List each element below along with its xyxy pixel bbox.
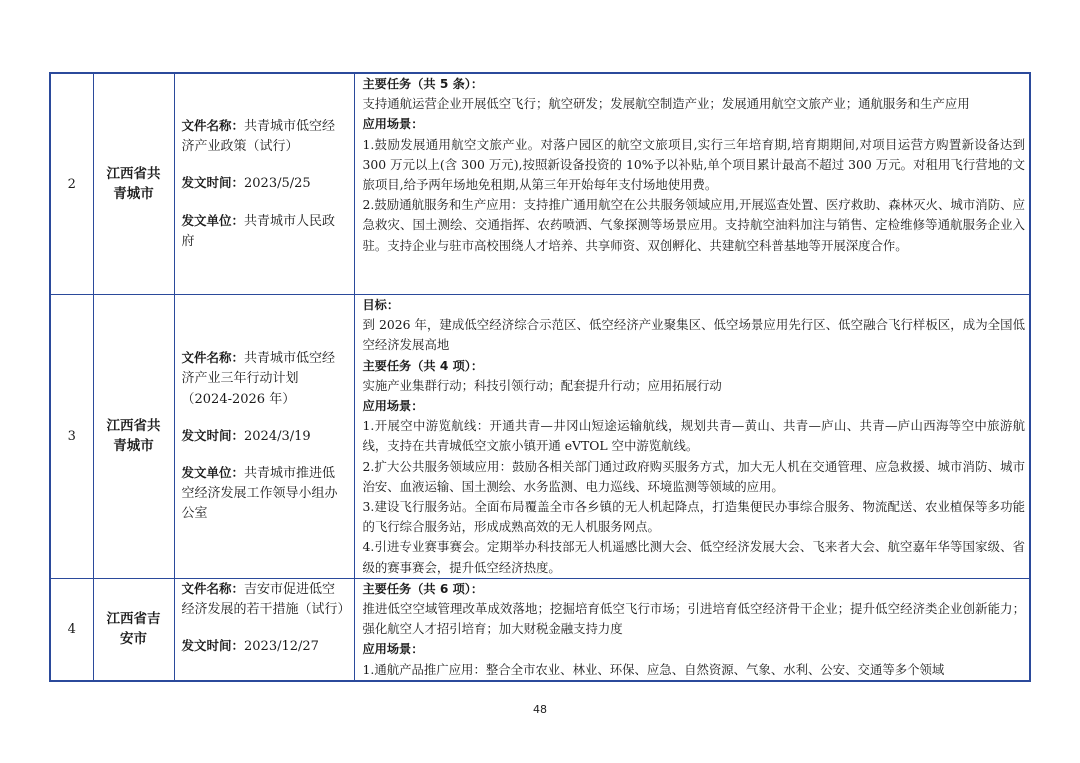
province-line: 江西省共 (106, 166, 161, 182)
row-number: 3 (50, 295, 93, 579)
issuer-value: 共青城市人民政府 (181, 213, 336, 249)
file-name (182, 348, 348, 410)
date-value: 2023/5/25 (244, 176, 311, 192)
section-heading: 主要任务（共 5 条）： (362, 77, 484, 91)
section-heading: 主要任务（共 4 项）： (362, 358, 484, 373)
issuer-key: 发文单位： (181, 465, 245, 481)
section-heading: 应用场景： (362, 642, 424, 657)
issuer-key: 发文单位： (181, 212, 245, 228)
province-line: 青城市 (113, 438, 154, 455)
file-name (181, 579, 351, 620)
section-text: 2.扩大公共服务领域应用：鼓励各相关部门通过政府购买服务方式，加大无人机在交通管理、应急救援、城市消防、城市治安、血液运输、国土测绘、水务监测、电力巡线、环境监测等领域的应用。 (362, 458, 1025, 494)
province-line: 安市 (120, 631, 147, 648)
file-name-key: 文件名称： (181, 117, 245, 133)
section-text: 实施产业集群行动；科技引领行动；配套提升行动；应用拓展行动 (362, 377, 722, 393)
file-info-cell (174, 578, 354, 681)
section-text: 推进低空空域管理改革成效落地；挖掘培育低空飞行市场；引进培育低空经济骨干企业；提升低空经济类企业创新能力；强化航空人才招引培育；加大财税金融支持力度 (362, 601, 1025, 637)
file-name-value: 共青城市低空经济产业政策（试行） (181, 118, 336, 155)
section-text: 3.建设飞行服务站。全面布局覆盖全市各乡镇的无人机起降点，打造集便民办事综合服务、物流配送、农业植保等多功能的飞行综合服务站，形成成熟高效的无人机服务网点。 (362, 499, 1025, 535)
date-value: 2024/3/19 (244, 428, 311, 444)
page-number: 48 (533, 703, 547, 716)
file-name (182, 116, 348, 157)
date-key: 发文时间： (181, 427, 245, 443)
issue-date (182, 173, 348, 194)
section-heading: 应用场景： (362, 399, 424, 414)
province-line: 青城市 (113, 186, 154, 202)
section-text: 2.鼓励通航服务和生产应用：支持推广通用航空在公共服务领域应用,开展巡查处置、医疗救助、森林灭火、城市消防、应急救灾、国土测绘、交通指挥、农药喷洒、气象探测等场景应用。支持航空油料加注与销售、定检维修等通航服务企业入驻。支持企业与驻市高校围绕人才培养、共享师资、双创孵化、共建航空科普基地等开展深度合作。 (362, 197, 1025, 253)
issue-date (182, 426, 348, 447)
table-row (50, 295, 1030, 579)
file-info-cell (174, 73, 354, 295)
section-text: 1.通航产品推广应用：整合全市农业、林业、环保、应急、自然资源、气象、水利、公安、交通等多个领域 (362, 661, 945, 677)
section-text: 1.鼓励发展通用航空文旅产业。对落户园区的航空文旅项目,实行三年培育期,培育期期间,对项目运营方购置新设备达到 300 万元以上(含 300 万元),按照新设备投资的 10%予以补贴,单个项目累计最高不超过 300 万元。对租用飞行营地的文旅项目,给予两年场地免租期,从第三年开始每年支付场地使用费。 (362, 136, 1025, 193)
policy-table (49, 72, 1031, 682)
section-text: 到 2026 年，建成低空经济综合示范区、低空经济产业聚集区、低空场景应用先行区、低空融合飞行样板区，成为全国低空经济发展高地 (362, 317, 1025, 353)
issue-date (182, 636, 348, 657)
section-heading: 主要任务（共 6 项）： (362, 581, 484, 596)
content-cell (354, 295, 1030, 579)
date-key: 发文时间： (181, 638, 245, 654)
province-cell (93, 295, 174, 579)
date-value: 2023/12/27 (244, 639, 319, 655)
row-number: 2 (50, 73, 93, 295)
section-text: 4.引进专业赛事赛会。定期举办科技部无人机遥感比测大会、低空经济发展大会、飞来者大会、航空嘉年华等国家级、省级的赛事赛会，提升低空经济热度。 (362, 539, 1025, 575)
section-text: 1.开展空中游览航线：开通共青—井冈山短途运输航线，规划共青—黄山、共青—庐山、共青—庐山西海等空中旅游航线，支持在共青城低空文旅小镇开通 eVTOL 空中游览航线。 (362, 418, 1025, 454)
file-info-cell (174, 295, 354, 579)
file-name-value: 共青城市低空经济产业三年行动计划（2024-2026 年） (181, 351, 336, 407)
issuer (182, 463, 348, 525)
content-cell (354, 578, 1030, 681)
table-row (50, 73, 1030, 295)
province-line: 江西省吉 (106, 611, 161, 628)
province-cell (93, 578, 174, 681)
file-name-value: 吉安市促进低空经济发展的若干措施（试行） (181, 581, 351, 618)
row-number: 4 (50, 578, 93, 681)
province-cell (93, 73, 174, 295)
issuer (182, 211, 348, 252)
date-key: 发文时间： (181, 175, 245, 191)
province-line: 江西省共 (106, 418, 161, 435)
section-text: 支持通航运营企业开展低空飞行；航空研发；发展航空制造产业；发展通用航空文旅产业；通航服务和生产应用 (362, 96, 970, 112)
file-name-key: 文件名称： (181, 580, 245, 596)
section-heading: 应用场景： (362, 117, 424, 132)
table-row (50, 578, 1030, 681)
content-cell (354, 73, 1030, 295)
file-name-key: 文件名称： (181, 350, 245, 366)
section-heading: 目标： (362, 298, 400, 312)
issuer-value: 共青城市推进低空经济发展工作领导小组办公室 (181, 466, 338, 522)
